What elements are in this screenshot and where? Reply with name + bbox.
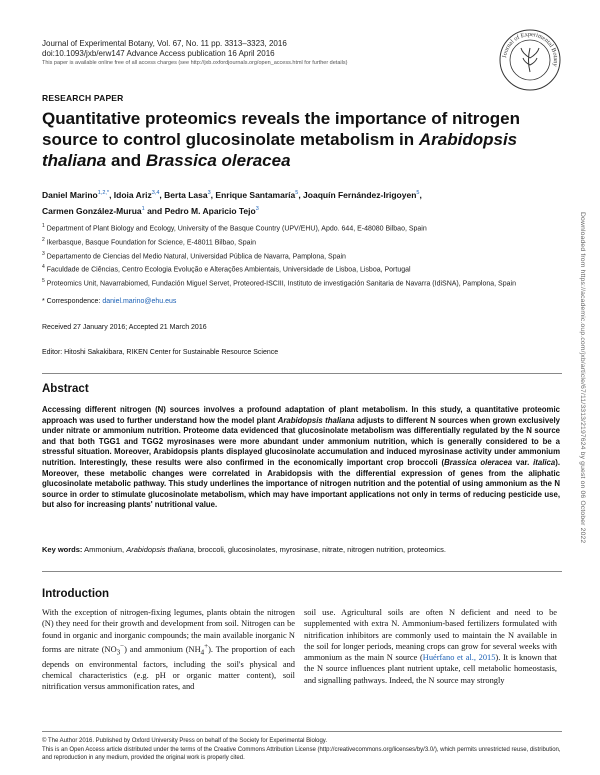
divider (42, 373, 562, 374)
affiliation-number: 2 (42, 236, 45, 243)
author (164, 190, 211, 200)
body-text: ). The proportion of each depends on environmental factors, including the soil's physical and chemical characteristics (e.g. pH or organic matter content), soil nitrification versus ammonification rates, and (42, 644, 295, 692)
abstract-text: adjusts to different N sources when grown exclusively under nitrate or ammonium nutrition. Proteome data evidenced that glucosinolate metabolism was differentially regulated by the N source and that both TGG1 and TGG2 myrosinases were more abundant under ammonium nutrition, which is generally considered to be a stressful situation. Moreover, Arabidopsis plants displayed glucosinolate accumulation and induced myrosinase activity under ammonium nutrition. Interestingly, these results were also confirmed in the economically important crop broccoli ( (42, 415, 561, 467)
affiliation (42, 221, 562, 235)
affiliation-list (42, 221, 562, 290)
affiliation-text: Department of Plant Biology and Ecology, University of the Basque Country (UPV/EHU), Apdo. 644, E-48080 Bilbao, Spain (46, 225, 427, 233)
subscript: 4 (200, 648, 205, 657)
affiliation (42, 249, 562, 263)
author (303, 190, 419, 200)
author-affiliation-link[interactable]: 5 (295, 190, 299, 196)
journal-header (42, 39, 347, 67)
intro-column-left (42, 607, 295, 693)
correspondence-label: * Correspondence: (42, 298, 103, 305)
title-text-2: and (106, 151, 146, 170)
abstract-italic: Brassica oleracea (444, 457, 513, 467)
subscript: 3 (116, 648, 121, 657)
keywords-text: , broccoli, glucosinolates, myrosinase, nitrate, nitrogen nutrition, proteomics. (193, 545, 446, 554)
abstract-body (42, 405, 560, 511)
abstract-heading: Abstract (42, 383, 89, 395)
author-name: Idoia Ariz (113, 189, 152, 200)
article-title (42, 108, 552, 171)
author-affiliation-link[interactable]: 3,4 (151, 190, 160, 196)
abstract-text: var. (512, 457, 534, 467)
author-name: Daniel Marino (42, 189, 98, 200)
affiliation (42, 235, 562, 249)
keywords-text: Ammonium, (82, 545, 127, 554)
author (215, 190, 298, 200)
affiliation (42, 276, 562, 290)
body-text: With the exception of nitrogen-fixing legumes, plants obtain the nitrogen (N) they need for their growth and development from soil. Nitrogen can be found in organic and inorganic compounds; the main available inorganic N forms are nitrate (NO (42, 608, 295, 654)
journal-logo (498, 28, 562, 92)
author (42, 206, 145, 216)
keywords-italic: Arabidopsis thaliana (126, 545, 194, 554)
author-name: Carmen González-Murua (42, 205, 142, 216)
author-affiliation-link[interactable]: 1 (141, 205, 145, 212)
divider (42, 571, 562, 572)
affiliation-number: 5 (42, 278, 45, 285)
affiliation-text: Faculdade de Ciências, Centro Ecologia Evolução e Alterações Ambientais, Universidade de Lisboa, Lisboa, Portugal (46, 266, 411, 274)
superscript: − (120, 641, 125, 650)
affiliation (42, 262, 562, 276)
author (114, 190, 160, 200)
title-italic-1: Arabidopsis thaliana (42, 130, 518, 170)
affiliation-number: 1 (42, 223, 45, 229)
journal-citation: Journal of Experimental Botany, Vol. 67, No. 11 pp. 3313–3323, 2016 (42, 39, 287, 48)
keywords-label: Key words: (42, 545, 83, 554)
affiliation-text: Departamento de Ciencias del Medio Natural, Universidad Pública de Navarra, Pamplona, Spain (46, 252, 346, 260)
copyright-line: © The Author 2016. Published by Oxford University Press on behalf of the Society for Experimental Biology. (42, 738, 328, 744)
received-accepted-dates: Received 27 January 2016; Accepted 21 March 2016 (42, 324, 207, 331)
author-affiliation-link[interactable]: 3 (255, 205, 259, 212)
author-affiliation-link[interactable]: 1,2,* (97, 190, 110, 196)
abstract-text: Accessing different nitrogen (N) sources involves a profound adaptation of plant metabolism. In this study, a quantitative proteomic approach was used to further understand how the model plant (42, 405, 560, 425)
download-watermark-text: Downloaded from https://academic.oup.com/jxb/article/67/11/3313/2197624 by guest on 06 October 2022 (579, 212, 586, 544)
superscript: + (204, 641, 209, 650)
abstract-italic: Arabidopsis thaliana (277, 415, 355, 425)
download-watermark (578, 212, 588, 682)
author-name: Joaquín Fernández-Irigoyen (303, 189, 417, 200)
author (165, 206, 259, 216)
author-name: Enrique Santamaría (215, 189, 296, 200)
open-access-note: This paper is available online free of all access charges (see http://jxb.oxfordjournals.org/open_access.html for further details) (42, 60, 348, 66)
abstract-italic: italica (533, 457, 556, 467)
title-italic-2: Brassica oleracea (145, 151, 291, 170)
affiliation-text: Ikerbasque, Basque Foundation for Science, E-48011 Bilbao, Spain (46, 239, 256, 247)
affiliation-number: 3 (42, 250, 45, 257)
doi-line: doi:10.1093/jxb/erw147 Advance Access publication 16 April 2016 (42, 49, 275, 58)
license-footer (42, 737, 562, 763)
author-affiliation-link[interactable]: 3 (207, 190, 211, 196)
correspondence (42, 298, 176, 305)
author-affiliation-link[interactable]: 5 (416, 190, 420, 196)
keywords (42, 545, 562, 555)
editor-line: Editor: Hitoshi Sakakibara, RIKEN Center for Sustainable Resource Science (42, 349, 279, 356)
abstract-text: ). Moreover, these metabolic changes were correlated in Arabidopsis with the differential expression of genes from the aliphatic glucosinolate metabolic pathway. This study underlines the importance of nitrogen nutrition and the potential of using ammonium as the N source in order to stimulate glucosinolate metabolism, which may have important applications not only in terms of reducing pesticide use, but also for increasing plants' nutritional value. (42, 457, 560, 510)
logo-lettering: Journal of Experimental Botany (501, 30, 560, 68)
affiliation-text: Proteomics Unit, Navarrabiomed, Fundación Miguel Servet, Proteored-ISCIII, Instituto de investigación Sanitaria de Navarra (IdiSNA), Pamplona, Spain (46, 280, 516, 288)
divider (42, 731, 562, 732)
author-name: Pedro M. Aparicio Tejo (164, 205, 256, 216)
body-text: ). It is known that the N source influences plant nutrient uptake, cell metabolic homeostasis, and signalling pathways. Indeed, the N source may strongly (304, 653, 557, 685)
body-text: soil use. Agricultural soils are often N deficient and need to be supplemented with extra N. Ammonium-based fertilizers formulated with nitrification inhibitors are commonly used to maintain the N available in the soil for longer periods, meaning crops can grow for several weeks with ammonium as the main N source ( (304, 608, 557, 663)
body-text: ) and ammonium (NH (124, 644, 201, 654)
intro-column-right (304, 607, 557, 686)
license-line: This is an Open Access article distributed under the terms of the Creative Commons Attribution License (http://creativecommons.org/licenses/by/3.0/), which permits unrestricted reuse, distribution, and reproduction in any medium, provided the original work is properly cited. (42, 746, 561, 761)
author (42, 190, 109, 200)
citation-link[interactable]: Huérfano et al., 2015 (422, 653, 496, 663)
article-type: RESEARCH PAPER (42, 93, 124, 103)
introduction-heading: Introduction (42, 588, 110, 600)
author-list: Daniel Marino$^{1,2,*}$, Idoia Ariz$^{3,4}$, Berta Lasa$^3$, Enrique Santamaría$^5$, Joaquín Fernández-Irigoyen$^5$, Carmen González-Murua$^1$ and Pedro M. Aparicio Tejo$^3$ (42, 189, 422, 216)
correspondence-email-link[interactable]: daniel.marino@ehu.eus (102, 298, 177, 305)
author-name: Berta Lasa (164, 189, 208, 200)
title-text-1: Quantitative proteomics reveals the importance of nitrogen source to control glucosinolate metabolism in (42, 109, 520, 149)
affiliation-number: 4 (42, 264, 45, 271)
